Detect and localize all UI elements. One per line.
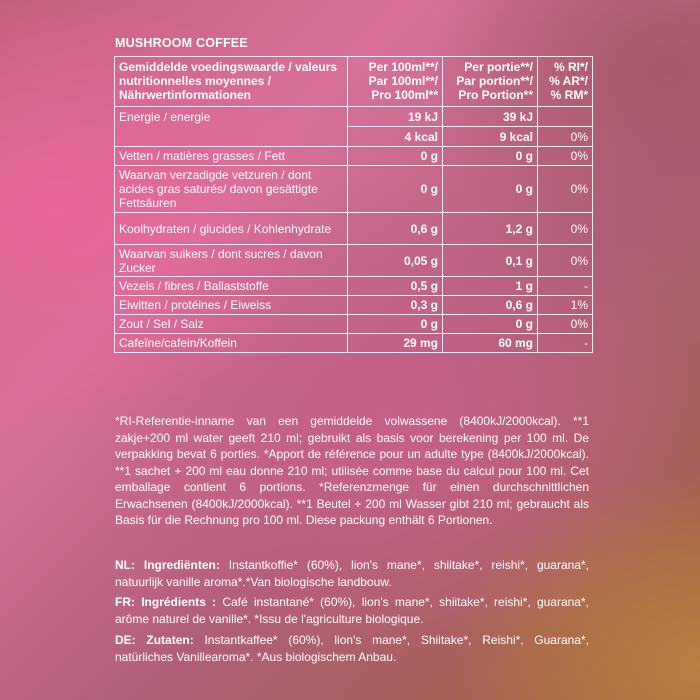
row-label: Energie / energie <box>115 107 348 147</box>
header-per-100ml: Per 100ml**/ Par 100ml**/ Pro 100ml** <box>348 57 443 107</box>
value-ri: - <box>538 277 593 296</box>
table-row <box>115 277 593 296</box>
header-ri: % RI*/ % AR*/ % RM* <box>538 57 593 107</box>
table-row-energy-kj <box>115 107 593 127</box>
energy-kcal-100ml: 4 kcal <box>348 127 443 147</box>
reference-footnote: *RI-Referentie-inname van een gemiddelde volwassene (8400kJ/2000kcal). **1 zakje+200 ml water geeft 210 ml; gebruikt als basis voor berekening per 100 ml. De verpakking bevat 6 porties. *Apport de référence pour un adulte type (8400kJ/2000kcal). **1 sachet + 200 ml eau donne 210 ml; utilisée comme base du calcul pour 100 ml. Cet emballage contient 6 portions. *Referenzmenge für einen durchschnittlichen Erwachsenen (8400kJ/2000kcal). **1 Beutel + 200 ml Wasser gibt 210 ml; gebraucht als Basis für die Rechnung pro 100 ml. Diese packung enthält 6 Portionen. <box>115 414 589 527</box>
ingredients-de <box>115 632 589 665</box>
table-row <box>115 147 593 166</box>
value-per-100ml: 0,05 g <box>348 245 443 277</box>
value-per-portion: 0 g <box>443 147 538 166</box>
energy-ri-blank <box>538 107 593 127</box>
header-per-portion: Per portie**/ Par portion**/ Pro Portion** <box>443 57 538 107</box>
value-per-portion: 0,1 g <box>443 245 538 277</box>
value-per-100ml: 0 g <box>348 166 443 213</box>
value-ri: 1% <box>538 296 593 315</box>
table-header-row <box>115 57 593 107</box>
value-per-100ml: 0,5 g <box>348 277 443 296</box>
energy-kcal-portion: 9 kcal <box>443 127 538 147</box>
table-row <box>115 315 593 334</box>
nutrition-table <box>114 56 593 353</box>
value-per-100ml: 0 g <box>348 147 443 166</box>
energy-kj-portion: 39 kJ <box>443 107 538 127</box>
row-label: Eiwitten / protéines / Eiweiss <box>115 296 348 315</box>
header-nutrient: Gemiddelde voedingswaarde / valeurs nutritionnelles moyennes / Nährwertinformationen <box>115 57 348 107</box>
value-per-100ml: 0,3 g <box>348 296 443 315</box>
row-label: Vetten / matières grasses / Fett <box>115 147 348 166</box>
value-per-portion: 1 g <box>443 277 538 296</box>
value-per-100ml: 0 g <box>348 315 443 334</box>
table-row <box>115 296 593 315</box>
table-row <box>115 166 593 213</box>
energy-kj-100ml: 19 kJ <box>348 107 443 127</box>
ingredients-fr-label: FR: Ingrédients : <box>115 595 217 609</box>
table-row <box>115 245 593 277</box>
row-label: Zout / Sel / Salz <box>115 315 348 334</box>
value-ri: 0% <box>538 213 593 245</box>
ingredients-nl <box>115 557 589 590</box>
row-label: Waarvan suikers / dont sucres / davon Zucker <box>115 245 348 277</box>
table-row <box>115 213 593 245</box>
value-ri: 0% <box>538 147 593 166</box>
value-ri: 0% <box>538 166 593 213</box>
value-per-100ml: 29 mg <box>348 334 443 353</box>
energy-ri: 0% <box>538 127 593 147</box>
ingredients-nl-label: NL: Ingrediënten: <box>115 558 220 572</box>
ingredients-fr-text: Café instantané* (60%), lion's mane*, shiitake*, reishi*, guarana*, arôme naturel de vanille*. *Issu de l'agriculture biologique. <box>115 595 589 626</box>
value-per-portion: 1,2 g <box>443 213 538 245</box>
row-label: Waarvan verzadigde vetzuren / dont acides gras saturés/ davon gesättigte Fettsäuren <box>115 166 348 213</box>
ingredients-de-text: Instantkaffee* (60%), lion's mane*, Shiitake*, Reishi*, Guarana*, natürliches Vanillearoma*. *Aus biologischem Anbau. <box>115 633 589 664</box>
ingredients-fr <box>115 594 589 627</box>
value-per-portion: 0 g <box>443 315 538 334</box>
ingredients-nl-text: Instantkoffie* (60%), lion's mane*, shiitake*, reishi*, guarana*, natuurlijk vanille aroma*.*Van biologische landbouw. <box>115 558 590 589</box>
value-ri: - <box>538 334 593 353</box>
table-row <box>115 334 593 353</box>
value-ri: 0% <box>538 245 593 277</box>
row-label: Cafeïne/cafein/Koffein <box>115 334 348 353</box>
value-per-100ml: 0,6 g <box>348 213 443 245</box>
product-title: MUSHROOM COFFEE <box>115 36 248 50</box>
ingredients-de-label: DE: Zutaten: <box>115 633 194 647</box>
value-per-portion: 0,6 g <box>443 296 538 315</box>
row-label: Koolhydraten / glucides / Kohlenhydrate <box>115 213 348 245</box>
value-per-portion: 0 g <box>443 166 538 213</box>
value-per-portion: 60 mg <box>443 334 538 353</box>
row-label: Vezels / fibres / Ballaststoffe <box>115 277 348 296</box>
value-ri: 0% <box>538 315 593 334</box>
